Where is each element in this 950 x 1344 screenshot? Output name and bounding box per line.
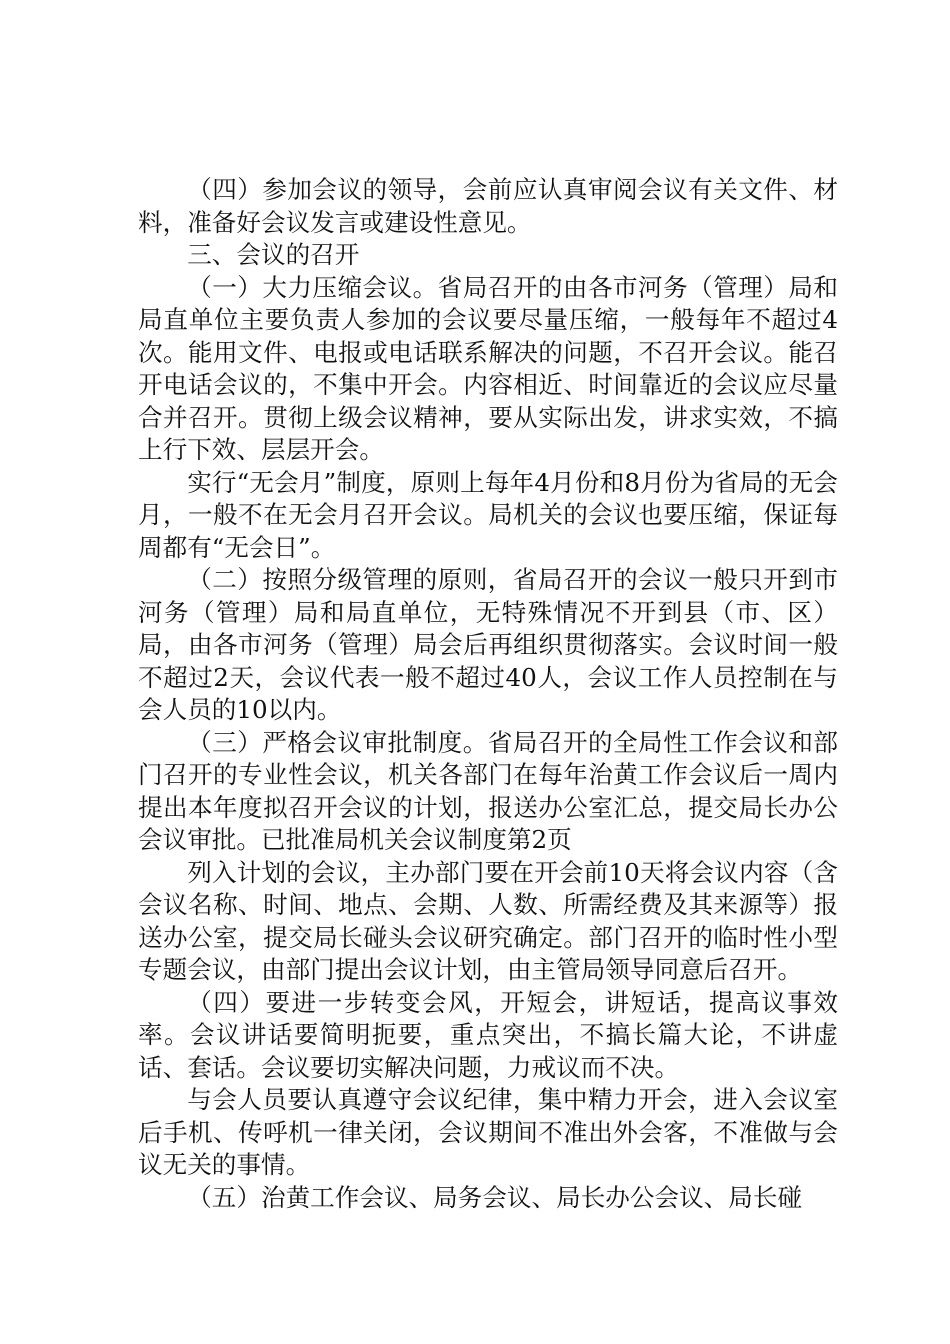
document-page: [138, 174, 838, 1214]
paragraph-approval-system: （三）严格会议审批制度。省局召开的全局性工作会议和部门召开的专业性会议，机关各部门在每年治黄工作会议后一周内提出本年度拟召开会议的计划，报送办公室汇总，提交局长办公会议审批。已批准局机关会议制度第2页: [138, 727, 838, 854]
paragraph-work-meetings: （五）治黄工作会议、局务会议、局长办公会议、局长碰: [187, 1182, 803, 1212]
section-heading-meeting-convening: 三、会议的召开: [187, 240, 360, 269]
paragraph-meeting-discipline: 与会人员要认真遵守会议纪律，集中精力开会，进入会议室后手机、传呼机一律关闭，会议期间不准出外会客，不准做与会议无关的事情。: [138, 1085, 838, 1179]
paragraph-no-meeting-month: 实行“无会月”制度，原则上每年4月份和8月份为省局的无会月，一般不在无会月召开会议。局机关的会议也要压缩，保证每周都有“无会日”。: [138, 467, 838, 562]
paragraph-hierarchical-management: （二）按照分级管理的原则，省局召开的会议一般只开到市河务（管理）局和局直单位，无特殊情况不开到县（市、区）局，由各市河务（管理）局会后再组织贯彻落实。会议时间一般不超过2天，会议代表一般不超过40人，会议工作人员控制在与会人员的10以内。: [138, 565, 838, 724]
paragraph-meeting-style: （四）要进一步转变会风，开短会，讲短话，提高议事效率。会议讲话要简明扼要，重点突出，不搞长篇大论，不讲虚话、套话。会议要切实解决问题，力戒议而不决。: [138, 987, 838, 1082]
paragraph-planned-meetings: 列入计划的会议，主办部门要在开会前10天将会议内容（含会议名称、时间、地点、会期、人数、所需经费及其来源等）报送办公室，提交局长碰头会议研究确定。部门召开的临时性小型专题会议，由部门提出会议计划，由主管局领导同意后召开。: [138, 857, 838, 984]
paragraph-leaders-preparation: （四）参加会议的领导，会前应认真审阅会议有关文件、材料，准备好会议发言或建设性意见。: [138, 175, 838, 237]
paragraph-reduce-meetings: （一）大力压缩会议。省局召开的由各市河务（管理）局和局直单位主要负责人参加的会议要尽量压缩，一般每年不超过4次。能用文件、电报或电话联系解决的问题，不召开会议。能召开电话会议的，不集中开会。内容相近、时间靠近的会议应尽量合并召开。贯彻上级会议精神，要从实际出发，讲求实效，不搞上行下效、层层开会。: [138, 272, 838, 464]
